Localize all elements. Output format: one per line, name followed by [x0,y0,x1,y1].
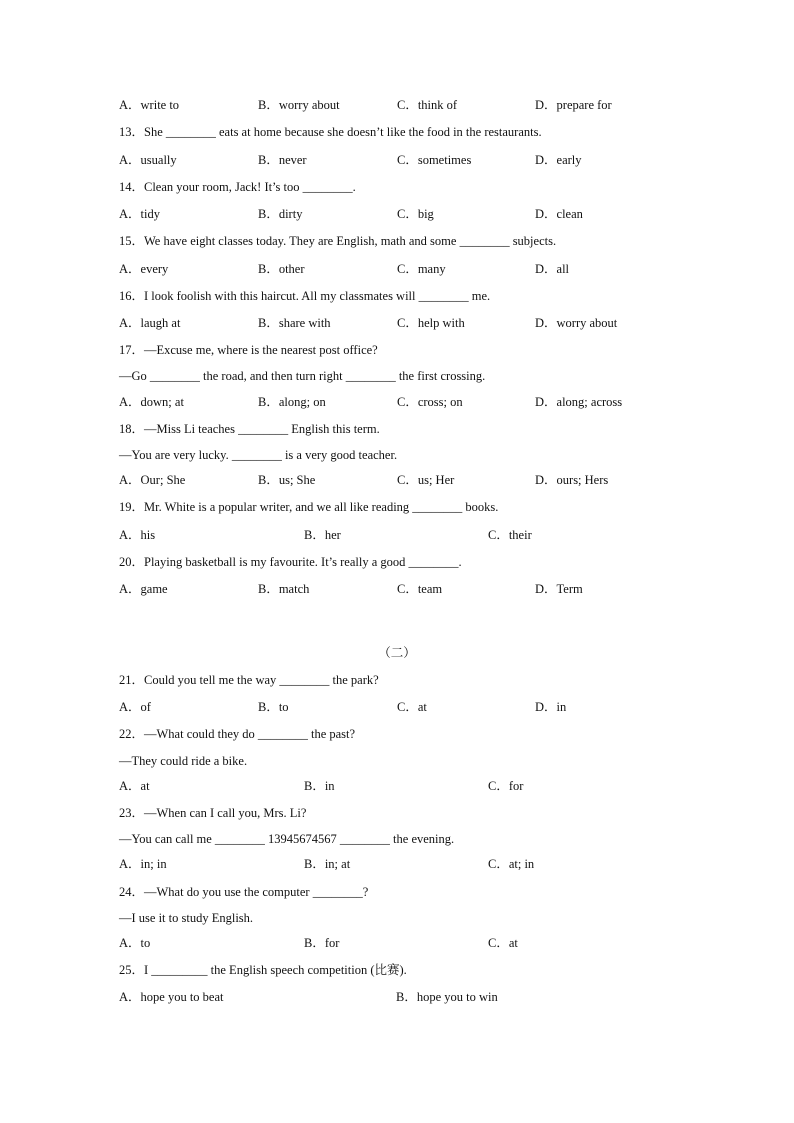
q21-option-a[interactable]: A．of [119,700,151,714]
q25-stem: 25．I _________ the English speech competition (比赛). [119,963,407,977]
q18-stem-2: —You are very lucky. ________ is a very good teacher. [119,448,398,462]
q15-option-d[interactable]: D．all [535,262,570,276]
q23-stem-1: 23．—When can I call you, Mrs. Li? [119,806,307,820]
q12-option-d[interactable]: D．prepare for [535,98,612,112]
q16-option-b[interactable]: B．share with [258,316,331,330]
q16-option-c[interactable]: C．help with [397,316,465,330]
q21-option-b[interactable]: B．to [258,700,289,714]
q17-option-a[interactable]: A．down; at [119,395,184,409]
q19-stem: 19．Mr. White is a popular writer, and we all like reading ________ books. [119,500,499,514]
q16-stem: 16．I look foolish with this haircut. All my classmates will ________ me. [119,289,491,303]
q17-stem-1: 17．—Excuse me, where is the nearest post office? [119,343,378,357]
q19-option-c[interactable]: C．their [488,528,532,542]
q18-option-b[interactable]: B．us; She [258,473,316,487]
q20-option-d[interactable]: D．Term [535,582,583,596]
q16-option-d[interactable]: D．worry about [535,316,618,330]
q22-option-b[interactable]: B．in [304,779,335,793]
q18-stem-1: 18．—Miss Li teaches ________ English this term. [119,422,380,436]
q18-option-a[interactable]: A．Our; She [119,473,186,487]
q23-option-b[interactable]: B．in; at [304,857,351,871]
q13-option-d[interactable]: D．early [535,153,582,167]
q22-option-a[interactable]: A．at [119,779,150,793]
q22-stem-2: —They could ride a bike. [119,754,248,768]
q15-stem: 15．We have eight classes today. They are English, math and some ________ subjects. [119,234,557,248]
q23-option-c[interactable]: C．at; in [488,857,535,871]
q21-stem: 21．Could you tell me the way ________ the park? [119,673,379,687]
q12-option-a[interactable]: A．write to [119,98,180,112]
q12-option-c[interactable]: C．think of [397,98,458,112]
q13-option-c[interactable]: C．sometimes [397,153,472,167]
q14-option-a[interactable]: A．tidy [119,207,160,221]
q19-option-a[interactable]: A．his [119,528,156,542]
q13-option-a[interactable]: A．usually [119,153,177,167]
q18-option-d[interactable]: D．ours; Hers [535,473,609,487]
q23-option-a[interactable]: A．in; in [119,857,167,871]
q17-option-c[interactable]: C．cross; on [397,395,463,409]
q15-option-c[interactable]: C．many [397,262,446,276]
q14-option-c[interactable]: C．big [397,207,434,221]
q14-option-b[interactable]: B．dirty [258,207,303,221]
q21-option-c[interactable]: C．at [397,700,427,714]
q12-option-b[interactable]: B．worry about [258,98,340,112]
q24-stem-1: 24．—What do you use the computer ________? [119,885,369,899]
q24-option-a[interactable]: A．to [119,936,151,950]
q21-option-d[interactable]: D．in [535,700,567,714]
q17-option-d[interactable]: D．along; across [535,395,623,409]
q19-option-b[interactable]: B．her [304,528,341,542]
q17-stem-2: —Go ________ the road, and then turn right ________ the first crossing. [119,369,486,383]
q22-stem-1: 22．—What could they do ________ the past? [119,727,356,741]
q23-stem-2: —You can call me ________ 13945674567 ________ the evening. [119,832,455,846]
q13-stem: 13．She ________ eats at home because she doesn’t like the food in the restaurants. [119,125,542,139]
q14-stem: 14．Clean your room, Jack! It’s too ________. [119,180,356,194]
q20-option-a[interactable]: A．game [119,582,168,596]
q22-option-c[interactable]: C．for [488,779,524,793]
q24-option-b[interactable]: B．for [304,936,340,950]
q13-option-b[interactable]: B．never [258,153,307,167]
q25-option-b[interactable]: B．hope you to win [396,990,498,1004]
q16-option-a[interactable]: A．laugh at [119,316,181,330]
q17-option-b[interactable]: B．along; on [258,395,326,409]
q18-option-c[interactable]: C．us; Her [397,473,455,487]
q20-option-b[interactable]: B．match [258,582,310,596]
q20-stem: 20．Playing basketball is my favourite. It’s really a good ________. [119,555,462,569]
q15-option-b[interactable]: B．other [258,262,305,276]
q20-option-c[interactable]: C．team [397,582,443,596]
q24-option-c[interactable]: C．at [488,936,518,950]
section-title: （二） [378,646,416,660]
q25-option-a[interactable]: A．hope you to beat [119,990,224,1004]
q24-stem-2: —I use it to study English. [119,911,254,925]
q15-option-a[interactable]: A．every [119,262,169,276]
q14-option-d[interactable]: D．clean [535,207,583,221]
